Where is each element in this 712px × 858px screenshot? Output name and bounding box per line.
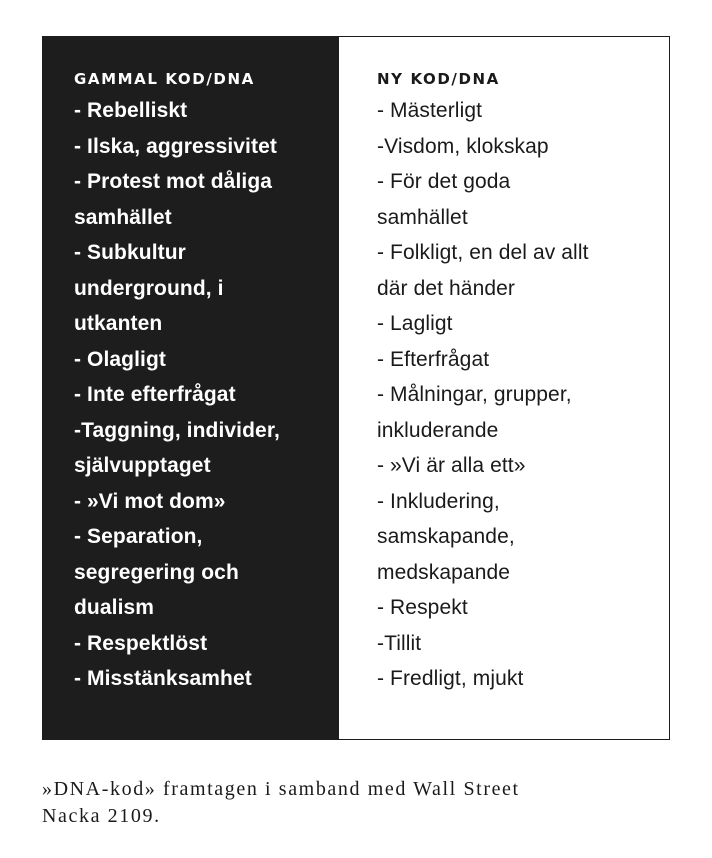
list-item: - Efterfrågat	[377, 347, 490, 371]
list-item: - Rebelliskt	[74, 99, 188, 122]
list-item: - Inte efterfrågat	[74, 383, 236, 406]
list-item: - Misstänksamhet	[74, 667, 252, 690]
list-item: - »Vi mot dom»	[74, 489, 226, 513]
list-item: segregering och	[74, 560, 239, 584]
old-code-list	[74, 93, 339, 697]
old-code-column	[43, 37, 339, 739]
list-item: - Protest mot dåliga	[74, 170, 273, 193]
list-item: - Subkultur	[74, 241, 186, 264]
list-item: samhället	[74, 205, 172, 229]
caption-line-1: »DNA-kod» framtagen i samband med Wall Street	[42, 778, 520, 800]
list-item: -Taggning, individer,	[74, 418, 280, 442]
list-item: - Lagligt	[377, 312, 453, 335]
list-item: där det händer	[377, 276, 516, 300]
list-item: - Olagligt	[74, 347, 166, 371]
old-code-heading: GAMMAL KOD/DNA	[74, 70, 255, 88]
list-item: underground, i	[74, 276, 224, 300]
new-code-heading: NY KOD/DNA	[377, 70, 500, 88]
list-item: - Inkludering,	[377, 489, 500, 513]
list-item: - Målningar, grupper,	[377, 383, 572, 406]
new-code-column	[339, 37, 669, 739]
comparison-table	[42, 36, 670, 740]
list-item: utkanten	[74, 312, 163, 335]
list-item: inkluderande	[377, 418, 499, 442]
list-item: - Fredligt, mjukt	[377, 667, 524, 690]
list-item: - Respektlöst	[74, 631, 208, 655]
list-item: - Separation,	[74, 525, 203, 548]
list-item: - »Vi är alla ett»	[377, 454, 526, 477]
list-item: - Mästerligt	[377, 99, 483, 122]
new-code-list	[377, 93, 669, 697]
list-item: - Respekt	[377, 596, 468, 619]
list-item: - Folkligt, en del av allt	[377, 241, 589, 264]
list-item: samskapande,	[377, 525, 515, 548]
caption-line-2: Nacka 2109.	[42, 805, 161, 827]
list-item: -Visdom, klokskap	[377, 134, 549, 158]
list-item: medskapande	[377, 560, 511, 584]
list-item: dualism	[74, 596, 155, 619]
list-item: - För det goda	[377, 170, 511, 193]
list-item: samhället	[377, 205, 468, 229]
list-item: - Ilska, aggressivitet	[74, 134, 277, 158]
list-item: -Tillit	[377, 631, 422, 655]
list-item: självupptaget	[74, 454, 211, 477]
figure-caption	[42, 776, 682, 830]
